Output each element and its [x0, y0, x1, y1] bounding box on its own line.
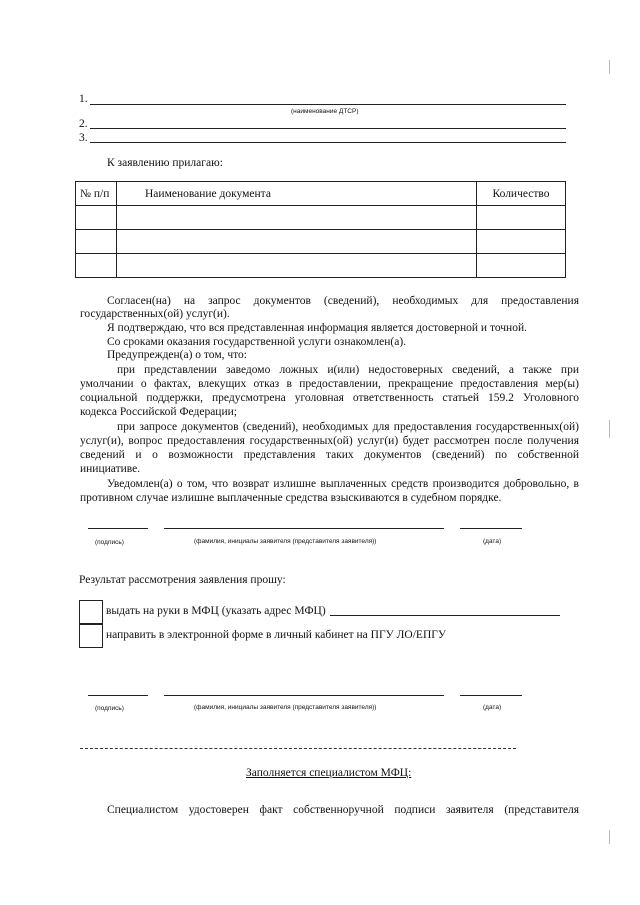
separator-line [80, 748, 516, 749]
table-cell[interactable] [117, 254, 477, 278]
consent-p2: Я подтверждаю, что вся представленная информация является достоверной и точной. [107, 322, 527, 334]
consent-p7-line2: противном случае излишне выплаченные средства взыскиваются в судебном порядке. [80, 492, 502, 504]
option2-label: направить в электронной форме в личный кабинет на ПГУ ЛО/ЕПГУ [106, 629, 447, 641]
table-cell[interactable] [76, 254, 117, 278]
specialist-text: Специалистом удостоверен факт собственноручной подписи заявителя (представителя [107, 804, 579, 816]
consent-p6-line3: сведений и о возможности представления таких документов (сведений) по собственной [80, 449, 579, 461]
table-row [76, 230, 566, 254]
option2-checkbox[interactable] [79, 624, 103, 648]
scan-edge-mark [609, 60, 610, 74]
documents-table [75, 181, 566, 278]
consent-p6-line2: услуг(и), вопрос предоставления государственных(ой) услуг(и) будет рассмотрен после получения [80, 435, 579, 447]
list-number-3: 3. [79, 132, 88, 144]
consent-p6-line1: при запросе документов (сведений), необходимых для предоставления государственных(ой) [117, 421, 579, 433]
consent-p5-line2: умолчании о фактах, влекущих отказ в предоставлении, прекращение предоставления мер(ы) [80, 378, 579, 390]
list-line-1 [90, 104, 566, 105]
consent-p5-line1: при представлении заведомо ложных и(или) недостоверных сведений, а также при [117, 364, 579, 376]
scan-edge-mark [609, 830, 610, 844]
header-quantity: Количество [477, 182, 566, 206]
table-row [76, 254, 566, 278]
date-caption: (дата) [483, 704, 502, 711]
signature-line[interactable] [88, 695, 148, 696]
list-number-2: 2. [79, 118, 88, 130]
consent-p1-line2: государственных(ой) услуг(и). [80, 308, 230, 320]
header-number: № п/п [76, 182, 117, 206]
result-heading: Результат рассмотрения заявления прошу: [79, 574, 286, 586]
consent-p5-line4: кодекса Российской Федерации; [80, 406, 237, 418]
consent-p7-line1: Уведомлен(а) о том, что возврат излишне выплаченных средств производится добровольно, в [107, 478, 579, 490]
header-document-name: Наименование документа [117, 182, 477, 206]
date-caption: (дата) [483, 538, 502, 545]
table-header-row [76, 182, 566, 206]
option1-label: выдать на руки в МФЦ (указать адрес МФЦ) [106, 605, 326, 617]
table-cell[interactable] [117, 230, 477, 254]
consent-p6-line4: инициативе. [80, 463, 141, 475]
table-cell[interactable] [477, 254, 566, 278]
consent-p3: Со сроками оказания государственной услуги ознакомлен(а). [107, 336, 407, 348]
consent-p1-line1: Согласен(на) на запрос документов (сведений), необходимых для предоставления [107, 295, 579, 307]
table-cell[interactable] [477, 230, 566, 254]
table-cell[interactable] [477, 206, 566, 230]
dtsr-caption: (наименование ДТСР) [291, 108, 359, 115]
signature-caption: (подпись) [95, 705, 124, 712]
date-line[interactable] [460, 695, 522, 696]
table-cell[interactable] [76, 230, 117, 254]
table-cell[interactable] [76, 206, 117, 230]
date-line[interactable] [460, 528, 522, 529]
consent-p5-line3: социальной поддержки, предусмотрена уголовная ответственность статьей 159.2 Уголовного [80, 392, 579, 404]
signature-caption: (подпись) [95, 539, 124, 546]
option1-checkbox[interactable] [79, 600, 103, 624]
name-caption: (фамилия, инициалы заявителя (представителя заявителя)) [194, 704, 377, 711]
list-line-2 [90, 128, 566, 129]
consent-p4: Предупрежден(а) о том, что: [107, 349, 247, 361]
list-line-3 [90, 142, 566, 143]
specialist-heading: Заполняется специалистом МФЦ: [246, 767, 412, 779]
name-caption: (фамилия, инициалы заявителя (представителя заявителя)) [194, 538, 377, 545]
list-number-1: 1. [79, 93, 88, 105]
attach-heading: К заявлению прилагаю: [107, 157, 223, 169]
name-line[interactable] [164, 695, 444, 696]
table-row [76, 206, 566, 230]
name-line[interactable] [164, 528, 444, 529]
table-cell[interactable] [117, 206, 477, 230]
signature-line[interactable] [88, 528, 148, 529]
scan-edge-mark [609, 420, 610, 438]
mfc-address-line[interactable] [330, 615, 560, 616]
